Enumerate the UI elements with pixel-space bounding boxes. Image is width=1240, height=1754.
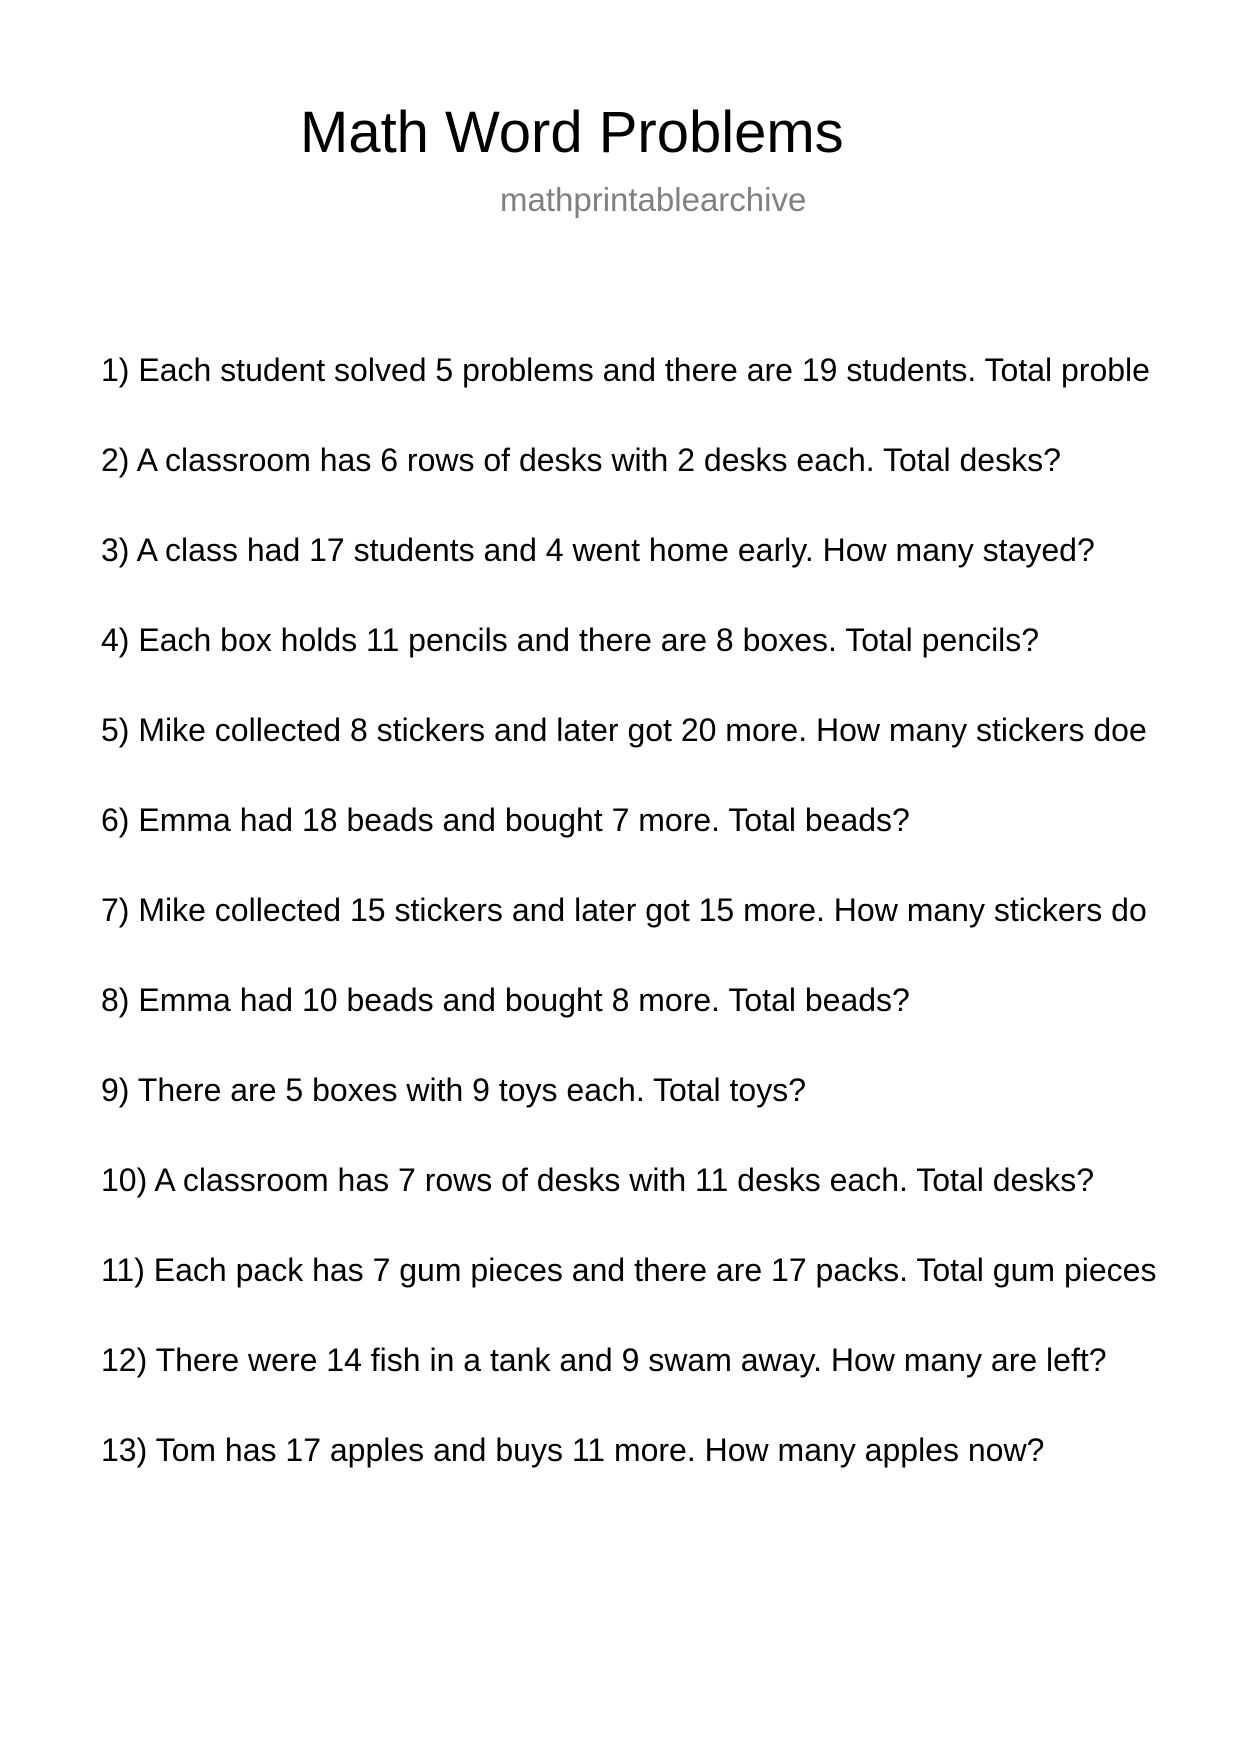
problem-item: 9) There are 5 boxes with 9 toys each. Total toys? [101, 1072, 806, 1108]
problem-item: 1) Each student solved 5 problems and there are 19 students. Total proble [101, 352, 1150, 388]
problem-item: 7) Mike collected 15 stickers and later got 15 more. How many stickers do [101, 892, 1147, 928]
page-title: Math Word Problems [300, 100, 844, 165]
problem-item: 5) Mike collected 8 stickers and later got 20 more. How many stickers doe [101, 712, 1147, 748]
problem-item: 12) There were 14 fish in a tank and 9 swam away. How many are left? [101, 1342, 1107, 1378]
problem-item: 10) A classroom has 7 rows of desks with 11 desks each. Total desks? [101, 1162, 1095, 1198]
problem-item: 11) Each pack has 7 gum pieces and there are 17 packs. Total gum pieces [101, 1252, 1157, 1288]
problem-item: 13) Tom has 17 apples and buys 11 more. How many apples now? [101, 1432, 1045, 1468]
problem-item: 6) Emma had 18 beads and bought 7 more. Total beads? [101, 802, 910, 838]
problem-item: 2) A classroom has 6 rows of desks with 2 desks each. Total desks? [101, 442, 1061, 478]
page-subtitle: mathprintablearchive [500, 181, 807, 218]
problem-item: 8) Emma had 10 beads and bought 8 more. Total beads? [101, 982, 910, 1018]
problem-item: 4) Each box holds 11 pencils and there are 8 boxes. Total pencils? [101, 622, 1040, 658]
problem-list [101, 346, 1240, 1516]
problem-item: 3) A class had 17 students and 4 went home early. How many stayed? [101, 532, 1095, 568]
